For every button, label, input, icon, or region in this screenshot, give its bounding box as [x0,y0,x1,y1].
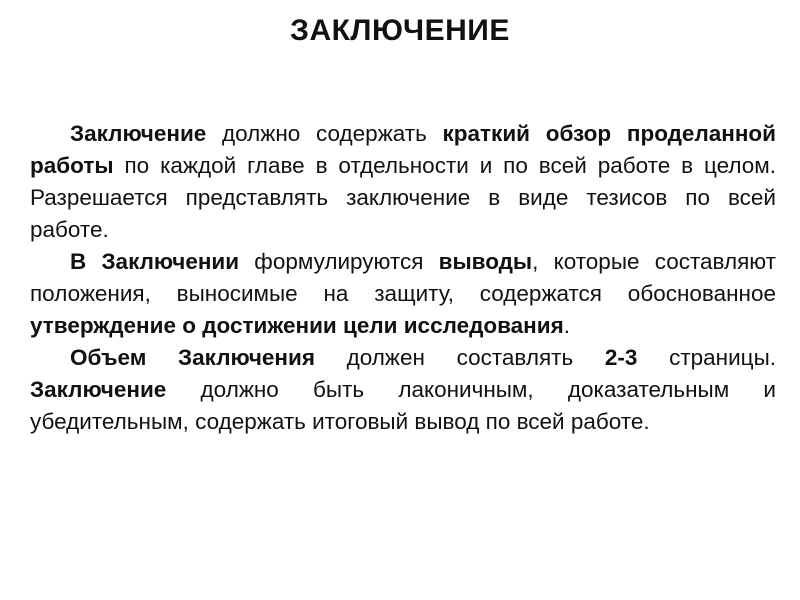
text-segment: должен составлять [314,345,605,370]
text-segment: по каждой главе в отдельности и по всей работе в целом. Разрешается представлять заключение в виде тезисов по всей работе. [30,153,776,242]
text-segment: должно содержать [206,121,443,146]
body-text [30,118,776,438]
paragraph-volume [30,342,776,438]
slide-title: ЗАКЛЮЧЕНИЕ [290,14,510,47]
text-segment: выводы [438,249,533,274]
text-segment: Объем Заключения [70,345,315,370]
paragraph-summary [30,118,776,246]
paragraph-conclusions [30,246,776,342]
text-segment: , которые составляют положения, выносимые на защиту, содержатся обоснованное [30,249,776,306]
text-segment: 2-3 [604,345,638,370]
text-segment: страницы. [637,345,776,370]
text-segment: формулируются [239,249,439,274]
text-segment: должно быть лаконичным, доказательным и убедительным, содержать итоговый вывод по всей работе. [30,377,776,434]
text-segment: В Заключении [70,249,240,274]
text-segment: Заключение [70,121,207,146]
text-segment: утверждение о достижении цели исследования [30,313,564,338]
text-segment: . [563,313,570,338]
text-segment: Заключение [30,377,167,402]
text-segment: краткий обзор проделанной работы [30,121,777,178]
